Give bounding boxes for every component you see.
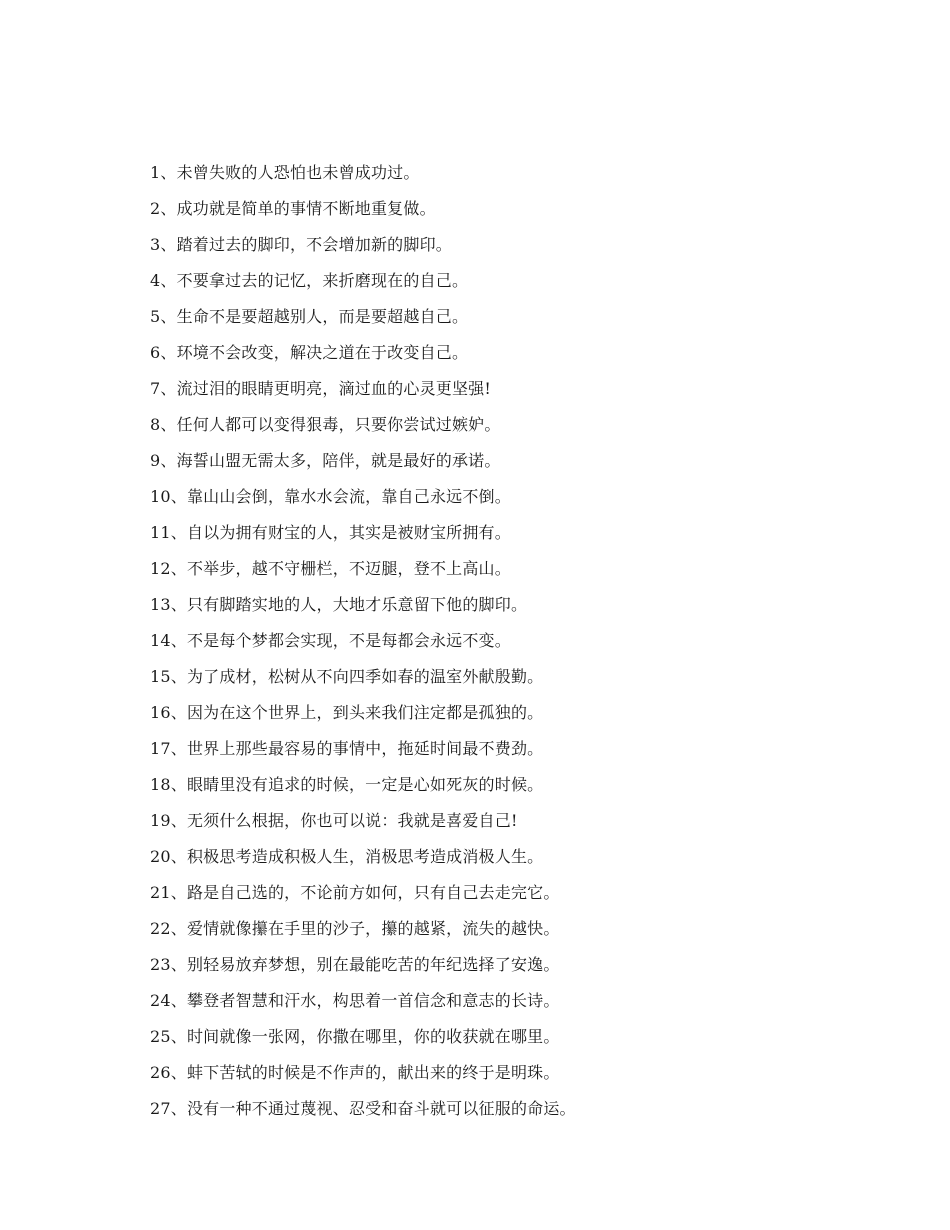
quote-item: 24、攀登者智慧和汗水，构思着一首信念和意志的长诗。: [150, 991, 560, 1010]
quote-item: 7、流过泪的眼睛更明亮，滴过血的心灵更坚强!: [150, 379, 492, 398]
quote-item: 6、环境不会改变，解决之道在于改变自己。: [150, 343, 469, 362]
quote-item: 8、任何人都可以变得狠毒，只要你尝试过嫉妒。: [150, 415, 501, 434]
quote-item: 2、成功就是简单的事情不断地重复做。: [150, 199, 436, 218]
quote-item: 21、路是自己选的，不论前方如何，只有自己去走完它。: [150, 883, 560, 902]
quote-item: 18、眼睛里没有追求的时候，一定是心如死灰的时候。: [150, 775, 544, 794]
quote-item: 23、别轻易放弃梦想，别在最能吃苦的年纪选择了安逸。: [150, 955, 560, 974]
quote-item: 25、时间就像一张网，你撒在哪里，你的收获就在哪里。: [150, 1027, 560, 1046]
quote-item: 3、踏着过去的脚印，不会增加新的脚印。: [150, 235, 452, 254]
quote-item: 15、为了成材，松树从不向四季如春的温室外献殷勤。: [150, 667, 544, 686]
quote-item: 20、积极思考造成积极人生，消极思考造成消极人生。: [150, 847, 544, 866]
quote-item: 19、无须什么根据，你也可以说：我就是喜爱自己!: [150, 811, 518, 830]
quote-list: [150, 155, 910, 1127]
quote-item: 22、爱情就像攥在手里的沙子，攥的越紧，流失的越快。: [150, 919, 560, 938]
quote-item: 17、世界上那些最容易的事情中，拖延时间最不费劲。: [150, 739, 544, 758]
quote-item: 27、没有一种不通过蔑视、忍受和奋斗就可以征服的命运。: [150, 1099, 576, 1118]
quote-item: 16、因为在这个世界上，到头来我们注定都是孤独的。: [150, 703, 544, 722]
quote-item: 5、生命不是要超越别人，而是要超越自己。: [150, 307, 469, 326]
quote-item: 26、蚌下苦轼的时候是不作声的，献出来的终于是明珠。: [150, 1063, 560, 1082]
quote-item: 11、自以为拥有财宝的人，其实是被财宝所拥有。: [150, 523, 511, 542]
quote-item: 4、不要拿过去的记忆，来折磨现在的自己。: [150, 271, 469, 290]
quote-item: 13、只有脚踏实地的人，大地才乐意留下他的脚印。: [150, 595, 528, 614]
quote-item: 9、海誓山盟无需太多，陪伴，就是最好的承诺。: [150, 451, 501, 470]
quote-item: 14、不是每个梦都会实现，不是每都会永远不变。: [150, 631, 511, 650]
quote-item: 10、靠山山会倒，靠水水会流，靠自己永远不倒。: [150, 487, 511, 506]
quote-item: 1、未曾失败的人恐怕也未曾成功过。: [150, 163, 420, 182]
quote-item: 12、不举步，越不守栅栏，不迈腿，登不上高山。: [150, 559, 511, 578]
